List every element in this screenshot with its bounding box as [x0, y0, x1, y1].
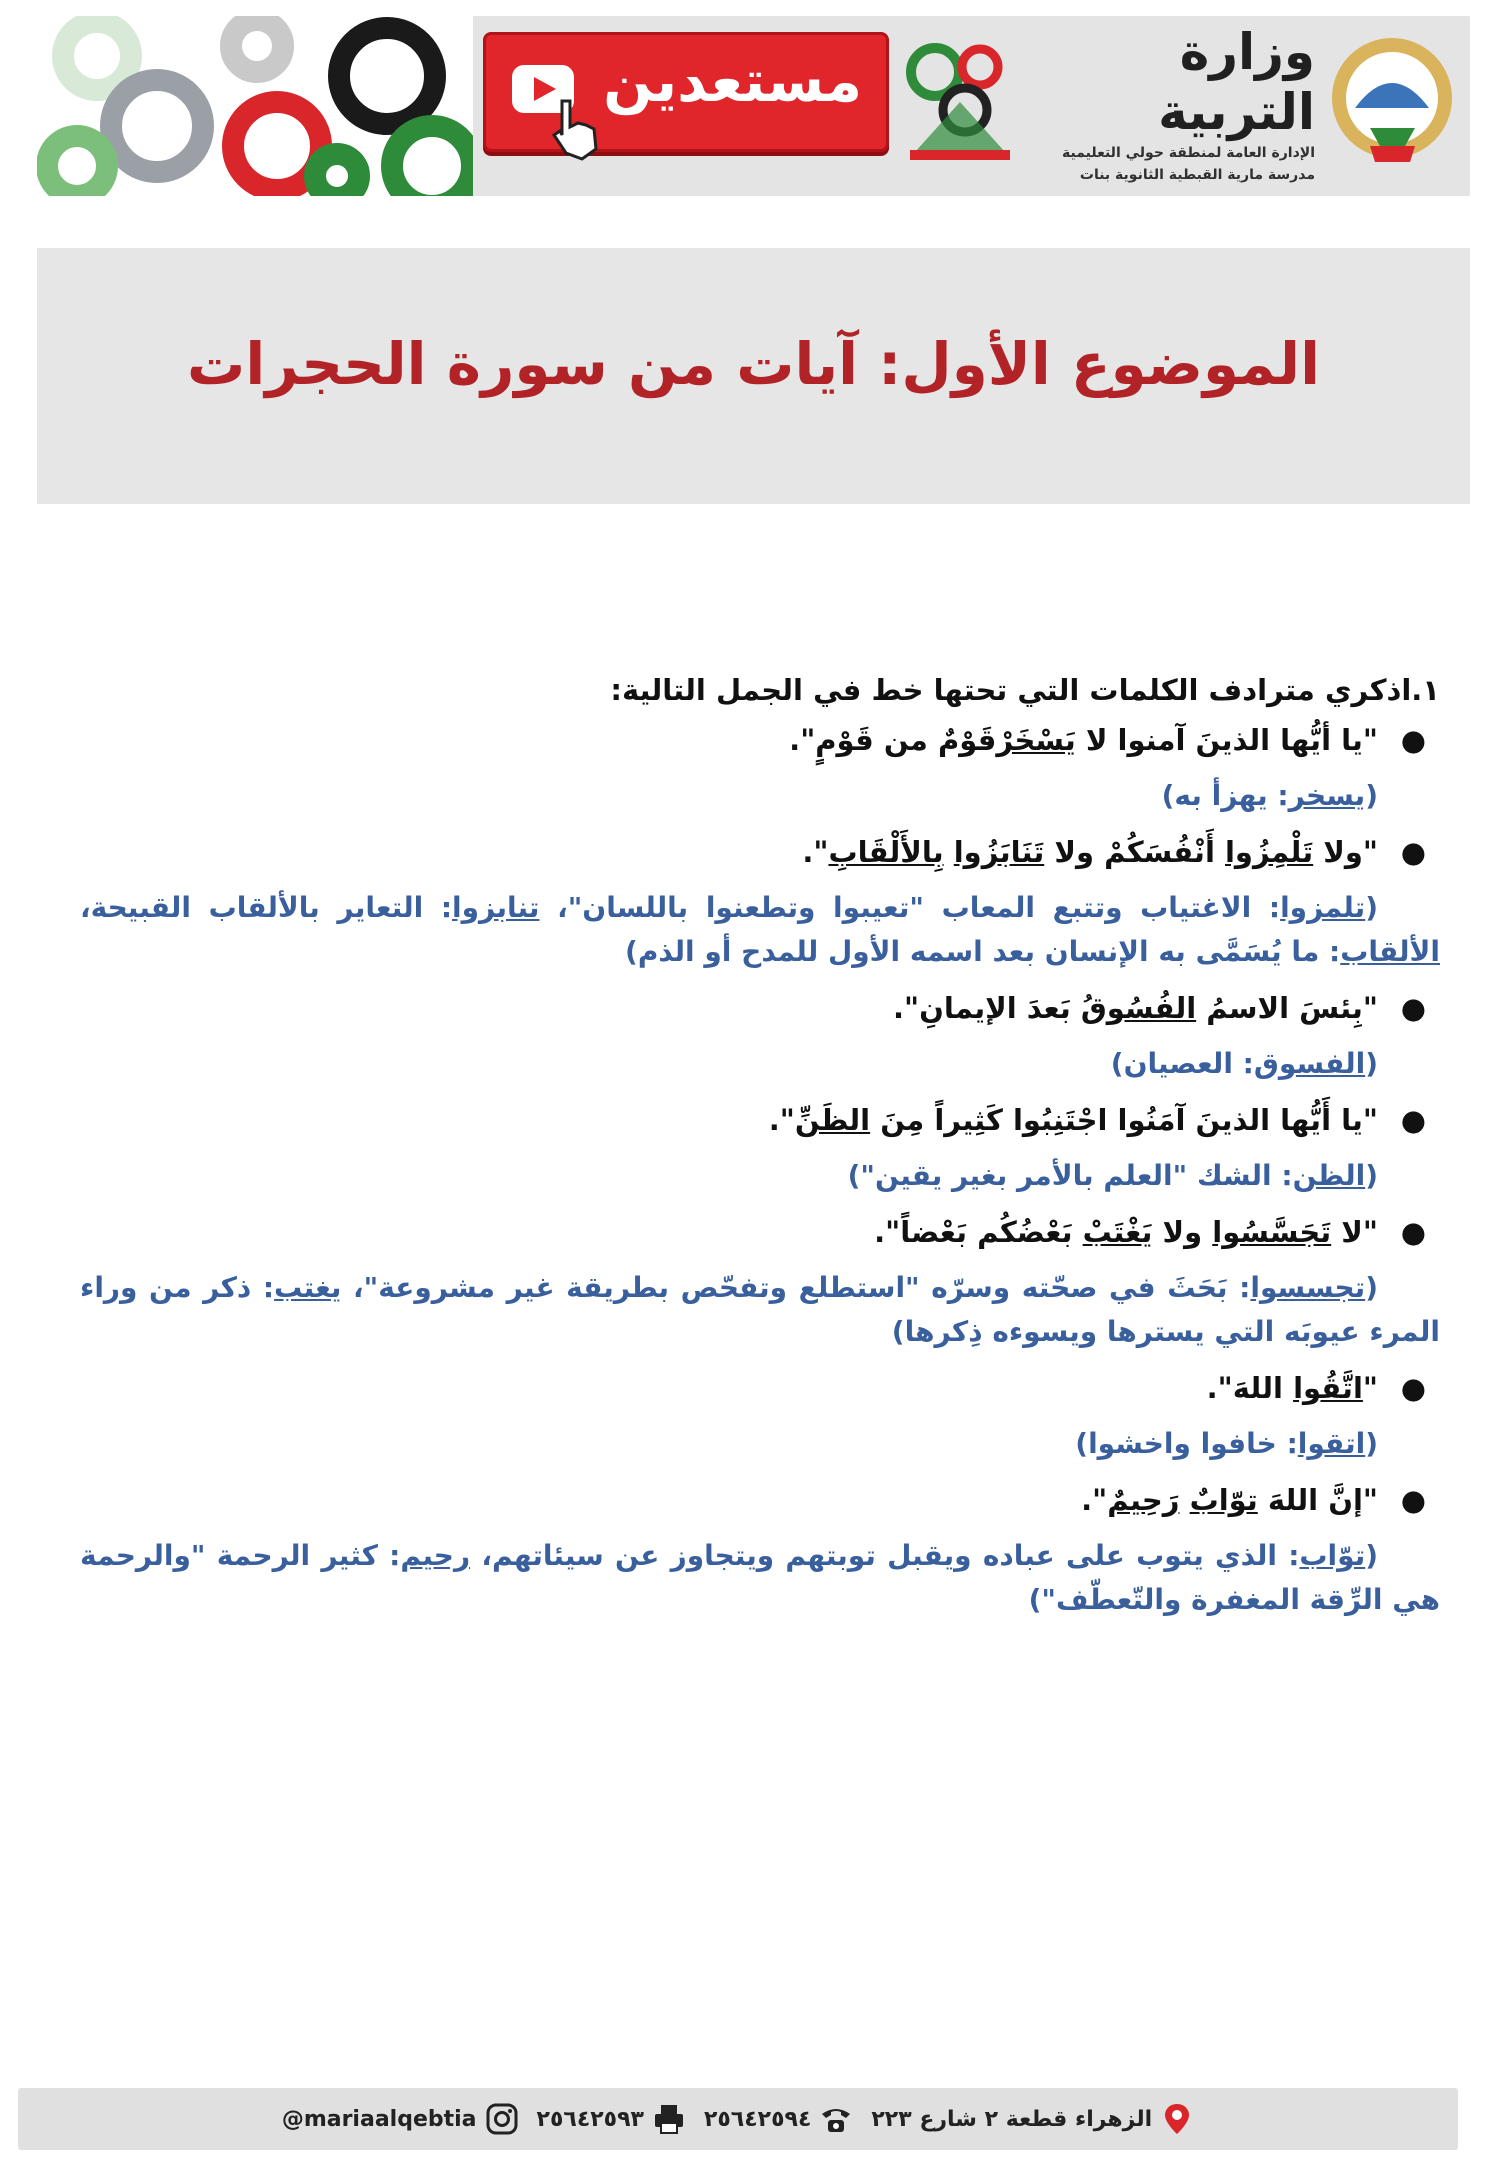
bullet-icon: ●: [1400, 723, 1426, 757]
bullet-icon: ●: [1400, 1371, 1426, 1405]
verse-item: ● "اتَّقُوا اللهَ".: [80, 1366, 1440, 1410]
gears-decoration: [37, 16, 473, 196]
answer: (تلمزوا: الاغتياب وتتبع المعاب "تعيبوا وتطعنوا باللسان"، تنابزوا: التعاير بالألقاب القبيحة، الألقاب: ما يُسَمَّى به الإنسان بعد اسمه الأول للمدح أو الذم): [80, 891, 1440, 968]
instagram-icon: [485, 2102, 519, 2136]
ministry-title: وزارة التربية: [1158, 23, 1315, 141]
bullet-icon: ●: [1400, 1483, 1426, 1517]
question-heading: ١.اذكري مترادف الكلمات التي تحتها خط في الجمل التالية:: [610, 673, 1440, 707]
ministry-block: [1035, 22, 1315, 182]
school-name: مدرسة مارية القبطية الثانوية بنات: [1079, 167, 1315, 183]
address: [871, 2102, 1194, 2136]
fax-number: ٢٥٦٤٢٥٩٣: [536, 2106, 644, 2132]
ministry-subtitle: الإدارة العامة لمنطقة حولي التعليمية: [1062, 145, 1315, 161]
cta-button[interactable]: [483, 32, 889, 152]
footer-contacts: [18, 2088, 1458, 2150]
page-title: الموضوع الأول: آيات من سورة الحجرات: [187, 330, 1320, 398]
gears-icon: [37, 16, 473, 196]
school-logo: [895, 32, 1025, 172]
exercise-content: [80, 668, 1440, 1634]
answer: (يسخر: يهزأ به): [1161, 779, 1378, 812]
pointer-hand-icon: [542, 93, 612, 163]
answer: (تجسسوا: بَحَثَ في صحّته وسرّه "استطلع وتفحّص بطريقة غير مشروعة"، يغتب: ذكر من وراء المرء عيوبَه التي يسترها ويسوءه ذِكرها): [80, 1271, 1440, 1348]
answer: (اتقوا: خافوا واخشوا): [1075, 1427, 1378, 1460]
verse-item: ● "بِئسَ الاسمُ الفُسُوقُ بَعدَ الإيمانِ".: [80, 986, 1440, 1030]
bullet-icon: ●: [1400, 991, 1426, 1025]
verse-item: ● "يا أَيُّها الذينَ آمَنُوا اجْتَنِبُوا كَثِيراً مِنَ الظَنِّ".: [80, 1098, 1440, 1142]
bullet-icon: ●: [1400, 1215, 1426, 1249]
verse-item: ● "لا تَجَسَّسُوا ولا يَغْتَبْ بَعْضُكُم بَعْضاً".: [80, 1210, 1440, 1254]
answer: (الظن: الشك "العلم بالأمر بغير يقين"): [847, 1159, 1378, 1192]
answer: (توّاب: الذي يتوب على عباده ويقبل توبتهم ويتجاوز عن سيئاتهم، رحيم: كثير الرحمة "والرحمة هي الرِّقة المغفرة والتّعطّف"): [80, 1539, 1440, 1616]
phone-number: ٢٥٦٤٢٥٩٤: [703, 2106, 812, 2132]
cta-label: مستعدين: [603, 47, 862, 115]
bullet-icon: ●: [1400, 835, 1426, 869]
verse-item: ● "إنَّ اللهَ توّابٌ رَحِيمٌ".: [80, 1478, 1440, 1522]
fax-icon: [652, 2102, 686, 2136]
answer: (الفسوق: العصيان): [1110, 1047, 1378, 1080]
instagram-handle: @mariaalqebtia: [281, 2106, 477, 2132]
bullet-icon: ●: [1400, 1103, 1426, 1137]
verse-item: ● "ولا تَلْمِزُوا أَنْفُسَكُمْ ولا تَنَابَزُوا بِالأَلْقَابِ".: [80, 830, 1440, 874]
phone-contact: [704, 2102, 853, 2136]
location-pin-icon: [1160, 2102, 1194, 2136]
verse-item: ● "يا أيُّها الذينَ آمنوا لا يَسْخَرْقَوْمٌ من قَوْمٍ".: [80, 718, 1440, 762]
fax-contact: [537, 2102, 686, 2136]
address-text: الزهراء قطعة ٢ شارع ٢٢٣: [871, 2106, 1153, 2132]
instagram-contact[interactable]: [282, 2102, 519, 2136]
phone-icon: [819, 2102, 853, 2136]
kuwait-emblem: [1325, 28, 1460, 178]
